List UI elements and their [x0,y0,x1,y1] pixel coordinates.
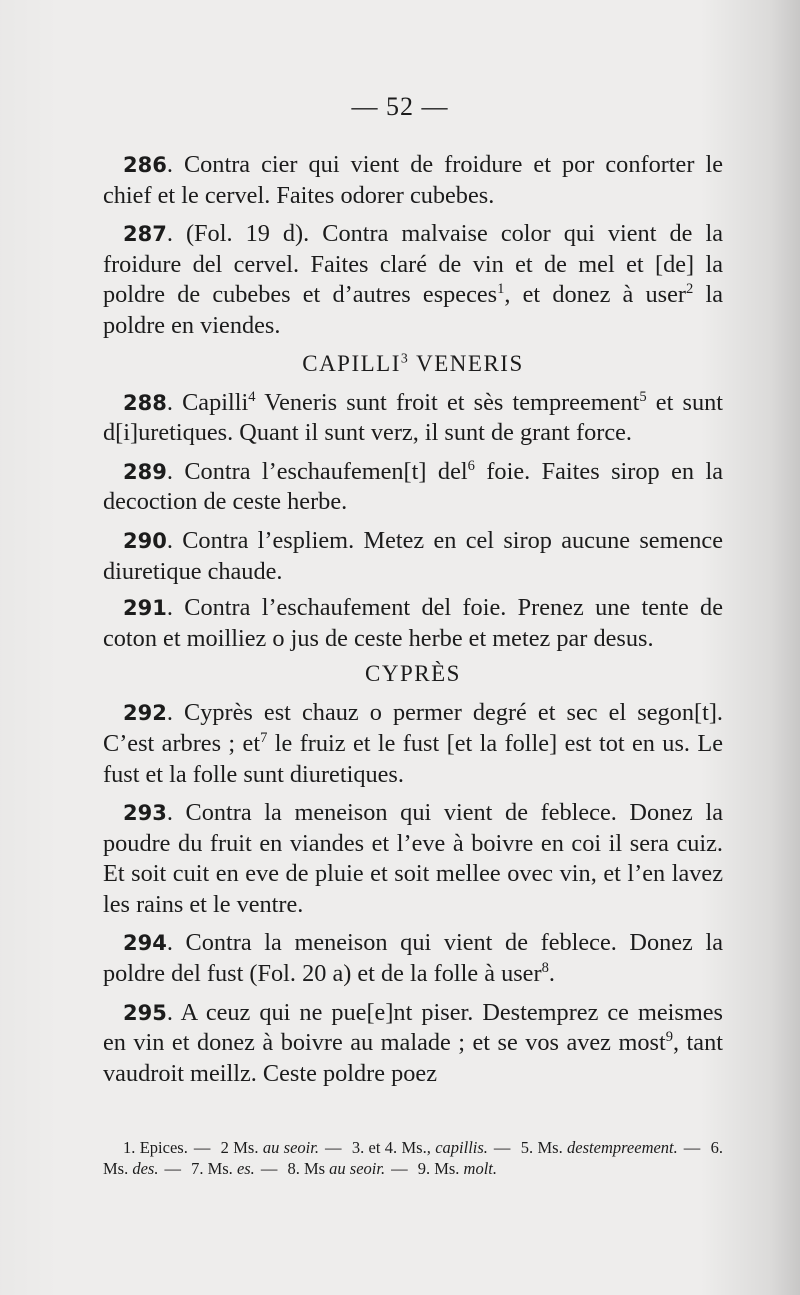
paragraph-text: . (Fol. 19 d). Contra malvaise color qui vient de la froidure del cervel. Faites claré de vin et de mel et [de] la poldre de cubebes et d’autres especes [103,220,723,309]
footnote-text: Ms. [434,1159,460,1178]
footnote-ref: 2 [685,281,694,298]
footnote-italic: destempreement. [567,1138,678,1157]
footnote-number: 9. [417,1159,431,1178]
paragraph-294 [103,928,723,989]
footnote-italic: molt. [463,1159,498,1178]
footnote-ref: 3 [400,349,410,365]
footnote-number: 6. [710,1138,723,1157]
heading-text: CAPILLI [302,350,401,376]
paragraph-text: foie. Faites sirop en la decoction de ceste herbe. [103,457,723,516]
paragraph-289 [103,457,723,518]
paragraph-text: , tant vaudroit meillz. Ceste poldre poez [103,1029,723,1087]
footnote-text: Ms. [103,1159,129,1178]
footnote-7 [191,1159,255,1178]
paragraph-number: 288 [123,390,167,415]
footnote-italic: des. [132,1159,159,1178]
paragraph-text: , et donez à user [504,281,686,309]
paragraph-text: . Cyprès est chauz o permer degré et sec el segon[t]. C’est arbres ; et [103,699,723,757]
paragraph-293 [103,798,723,920]
paragraph-text: la poldre en viendes. [103,281,723,339]
paragraph-text: . Contra la meneison qui vient de feblece. Donez la poldre del fust (Fol. 20 a) et de la folle à user [103,929,723,988]
footnote-9 [418,1159,497,1178]
paragraph-number: 291 [123,596,167,621]
footnote-ref: 9 [665,1029,673,1046]
paragraph-292 [103,698,723,790]
footnote-text: Epices. [139,1138,188,1157]
footnote-number: 7. [191,1159,204,1178]
heading-text: VENERIS [409,350,524,376]
paragraph-number: 286 [123,153,167,177]
paragraph-text: Veneris sunt froit et sès tempreement [255,388,640,416]
footnote-text: Ms., [401,1138,431,1157]
paragraph-text: . Contra l’eschaufement del foie. Prenez une tente de coton et moilliez o jus de ceste herbe et metez par desus. [103,594,723,652]
footnote-number: 5. [520,1138,534,1157]
footnote-3-4 [352,1138,488,1157]
section-heading-cypres: CYPRÈS [365,661,461,687]
paragraph-290 [103,526,723,587]
paragraph-291 [103,593,723,654]
footnotes: 1. Epices. — 2 Ms. au seoir. — 3. et 4. Ms., capillis. — 5. Ms. destempreement. — 6. Ms. des. — 7. Ms. es. — 8. Ms au seoir. — 9. Ms. molt. [103,1138,723,1178]
page-number: — 52 — [351,92,449,121]
footnote-text: Ms. [537,1138,563,1157]
footnote-number: 2 [220,1138,229,1157]
footnote-ref: 6 [467,457,475,474]
paragraph-number: 290 [123,528,167,553]
paragraph-288 [103,388,723,449]
paragraph-286 [103,150,723,211]
paragraph-number: 293 [123,801,167,826]
footnote-ref: 5 [639,388,647,405]
paragraph-text: . [548,960,555,988]
footnote-5 [521,1138,678,1157]
paragraph-text: . Capilli [166,388,249,416]
footnote-number: 3. et 4. [351,1138,398,1157]
footnote-ref: 4 [248,388,256,405]
footnote-text: Ms. [207,1159,233,1178]
footnote-italic: au seoir. [262,1138,319,1157]
paragraph-number: 295 [123,1000,167,1025]
footnote-2 [221,1138,319,1157]
footnote-ref: 1 [497,281,505,298]
paragraph-text: . Contra l’espliem. Metez en cel sirop aucune semence diuretique chaude. [103,526,723,585]
paragraph-text: et sunt d[i]uretiques. Quant il sunt verz, il sunt de grant force. [103,388,724,447]
footnote-1 [123,1138,188,1157]
footnote-ref: 8 [541,959,549,976]
footnote-number: 1. [123,1138,136,1157]
footnote-text: Ms [303,1159,326,1178]
paragraph-287 [103,219,723,341]
paragraph-295 [103,998,723,1090]
footnote-ref: 7 [260,729,268,746]
paragraph-text: . Contra la meneison qui vient de feblece. Donez la poudre du fruit en viandes et l’eve à boivre en coi il sera cuiz. Et soit cuit en eve de pluie et soit mellee ovec vin, et l’en lavez les rains et le ventre. [103,799,723,918]
paragraph-text: . Contra cier qui vient de froidure et por conforter le chief et le cervel. Faites odorer cubebes. [103,151,723,209]
paragraph-number: 292 [123,701,167,726]
paragraph-number: 294 [123,931,167,956]
footnote-italic: capillis. [435,1138,488,1157]
page-body [103,150,723,1097]
paragraph-text: . Contra l’eschaufemen[t] del [166,457,468,485]
footnote-italic: au seoir. [329,1159,386,1178]
paragraph-text: . A ceuz qui ne pue[e]nt piser. Destemprez ce meismes en vin et donez à boivre au malade ; et se vos avez most [103,998,723,1057]
footnote-number: 8. [287,1159,300,1178]
section-heading-capilli-veneris [103,350,723,378]
footnote-text: Ms. [233,1138,259,1157]
paragraph-text: le fruiz et le fust [et la folle] est tot en us. Le fust et la folle sunt diuretiques. [103,729,723,788]
paragraph-number: 287 [123,222,167,247]
paragraph-number: 289 [123,459,167,484]
footnote-8 [287,1159,385,1178]
footnote-italic: es. [236,1159,255,1178]
